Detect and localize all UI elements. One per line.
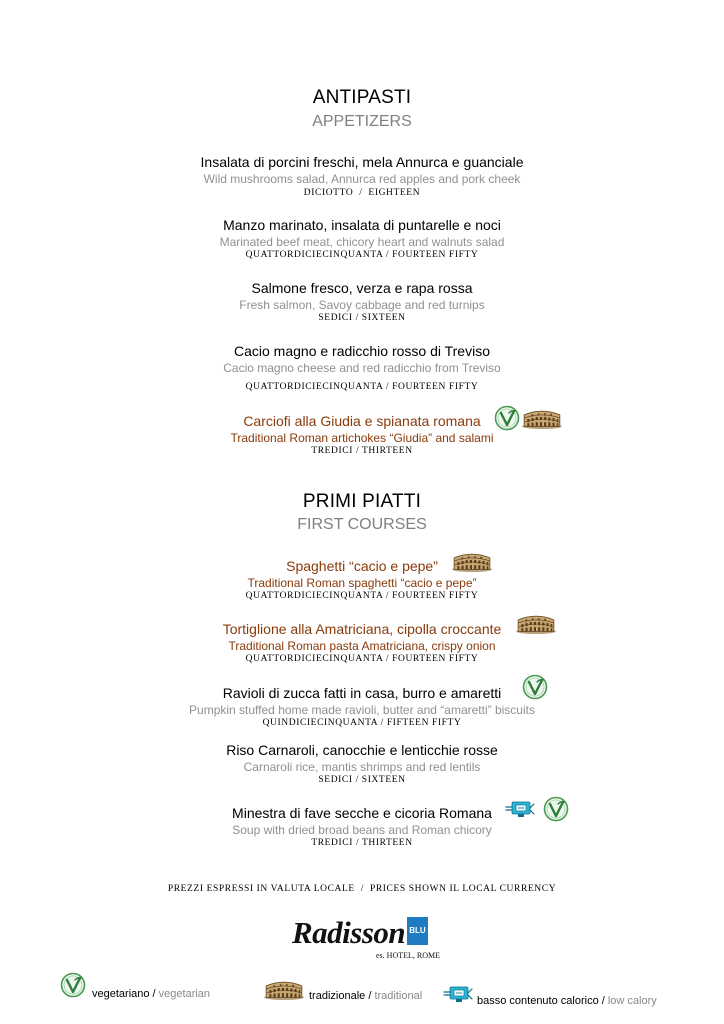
section-subtitle-appetizers: APPETIZERS	[312, 113, 412, 130]
dish-name: Salmone fresco, verza e rapa rossa	[251, 280, 473, 296]
section-title-antipasti: ANTIPASTI	[312, 87, 412, 108]
dish-name: Minestra di fave secche e cicoria Romana	[232, 805, 492, 821]
legend-separator: /	[365, 990, 375, 1002]
dish-name: Insalata di porcini freschi, mela Annurca e guanciale	[200, 154, 524, 170]
vegetarian-icon	[522, 674, 548, 700]
dish-name: Cacio magno e radicchio rosso di Treviso	[233, 343, 490, 359]
dish-description: Carnaroli rice, mantis shrimps and red lentils	[243, 760, 481, 774]
radisson-logo	[292, 914, 440, 964]
section-subtitle-first-courses: FIRST COURSES	[297, 516, 427, 533]
dish-description: Pumpkin stuffed home made ravioli, butter and “amaretti” biscuits	[189, 703, 535, 717]
legend-label	[477, 995, 657, 1007]
colosseum-icon	[521, 406, 563, 430]
colosseum-icon	[515, 611, 557, 635]
legend-label-it: vegetariano	[92, 988, 150, 1000]
legend-label	[92, 988, 210, 1000]
low-calorie-icon	[504, 799, 536, 819]
legend-separator: /	[598, 995, 608, 1007]
dish-price: QUATTORDICIECINQUANTA / FOURTEEN FIFTY	[245, 382, 479, 392]
dish-price: TREDICI / THIRTEEN	[311, 838, 413, 848]
dish-name: Carciofi alla Giudia e spianata romana	[243, 413, 481, 429]
logo-wordmark: Radisson	[292, 915, 406, 950]
currency-note: PREZZI ESPRESSI IN VALUTA LOCALE / PRICES SHOWN IL LOCAL CURRENCY	[167, 884, 557, 894]
dish-name: Ravioli di zucca fatti in casa, burro e amaretti	[222, 685, 502, 701]
dish-description: Traditional Roman artichokes “Giudia” and salami	[230, 431, 494, 445]
colosseum-icon	[263, 977, 305, 1001]
vegetarian-icon	[60, 972, 86, 998]
dish-name: Spaghetti “cacio e pepe”	[286, 558, 438, 574]
dish-price: DICIOTTO / EIGHTEEN	[303, 188, 421, 198]
colosseum-icon	[451, 549, 493, 573]
dish-description: Cacio magno cheese and red radicchio from Treviso	[223, 361, 501, 375]
dish-description: Marinated beef meat, chicory heart and walnuts salad	[219, 235, 505, 249]
dish-description: Wild mushrooms salad, Annurca red apples and pork cheek	[203, 172, 521, 186]
dish-description: Fresh salmon, Savoy cabbage and red turnips	[239, 298, 485, 312]
low-calorie-icon	[442, 984, 474, 1004]
dish-price: QUATTORDICIECINQUANTA / FOURTEEN FIFTY	[245, 654, 479, 664]
dish-name: Riso Carnaroli, canocchie e lenticchie rosse	[226, 742, 498, 758]
legend-label-it: basso contenuto calorico	[477, 995, 599, 1007]
dish-name: Manzo marinato, insalata di puntarelle e noci	[223, 217, 501, 233]
logo-subtitle: es. HOTEL, ROME	[376, 951, 440, 960]
logo-badge: BLU	[407, 917, 428, 945]
dish-description: Soup with dried broad beans and Roman chicory	[232, 823, 492, 837]
vegetarian-icon	[494, 405, 520, 431]
dish-price: SEDICI / SIXTEEN	[318, 313, 406, 323]
dish-price: QUATTORDICIECINQUANTA / FOURTEEN FIFTY	[245, 250, 479, 260]
section-title-primi-piatti: PRIMI PIATTI	[302, 491, 422, 512]
vegetarian-icon	[543, 796, 569, 822]
legend-label	[309, 990, 422, 1002]
dish-price: QUATTORDICIECINQUANTA / FOURTEEN FIFTY	[245, 591, 479, 601]
dish-price: TREDICI / THIRTEEN	[311, 446, 413, 456]
dish-price: QUINDICIECINQUANTA / FIFTEEN FIFTY	[262, 718, 462, 728]
legend-label-it: tradizionale	[309, 990, 366, 1002]
dish-description: Traditional Roman pasta Amatriciana, crispy onion	[228, 639, 496, 653]
dish-description: Traditional Roman spaghetti “cacio e pepe”	[247, 576, 477, 590]
legend-label-en: vegetarian	[158, 988, 211, 1000]
dish-name: Tortiglione alla Amatriciana, cipolla croccante	[222, 621, 502, 637]
legend-label-en: traditional	[374, 990, 423, 1002]
legend-label-en: low calory	[607, 995, 657, 1007]
dish-price: SEDICI / SIXTEEN	[318, 775, 406, 785]
legend-separator: /	[149, 988, 159, 1000]
